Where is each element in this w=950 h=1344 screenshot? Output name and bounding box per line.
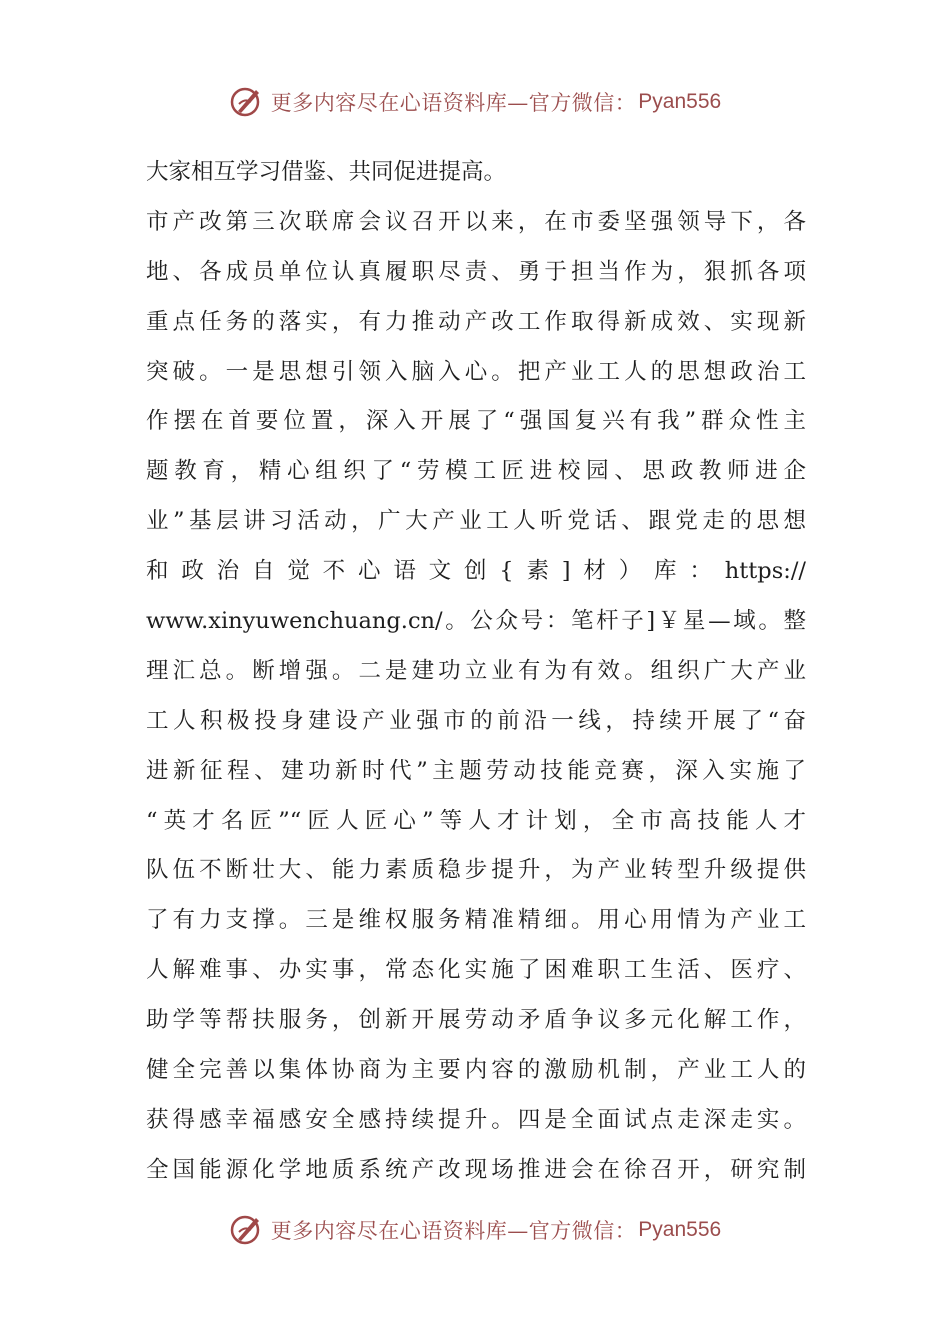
text-line: www.xinyuwenchuang.cn/。公众号：笔杆子]￥星—域。整 <box>146 608 806 635</box>
footer-handle: Pyan556 <box>638 1218 722 1241</box>
footer-banner <box>0 1210 950 1250</box>
text-line: 地、各成员单位认真履职尽责、勇于担当作为，狠抓各项 <box>146 258 806 285</box>
header-handle: Pyan556 <box>638 90 722 113</box>
quill-logo-icon <box>229 84 265 120</box>
text-line: “英才名匠”“匠人匠心”等人才计划，全市高技能人才 <box>146 807 806 834</box>
text-line: 作摆在首要位置，深入开展了“强国复兴有我”群众性主 <box>146 408 806 435</box>
text-line: 健全完善以集体协商为主要内容的激励机制，产业工人的 <box>146 1057 806 1084</box>
header-text: 更多内容尽在心语资料库—官方微信： <box>270 91 637 115</box>
text-line: 市产改第三次联席会议召开以来，在市委坚强领导下，各 <box>146 208 806 235</box>
text-line: 助学等帮扶服务，创新开展劳动矛盾争议多元化解工作， <box>146 1007 806 1034</box>
text-line: 工人积极投身建设产业强市的前沿一线，持续开展了“奋 <box>146 707 806 734</box>
header-banner <box>0 82 950 122</box>
text-line: 了有力支撑。三是维权服务精准精细。用心用情为产业工 <box>146 907 806 934</box>
text-line: 全国能源化学地质系统产改现场推进会在徐召开，研究制 <box>146 1156 806 1183</box>
text-line: 和政治自觉不心语文创{素]材）库：https:// <box>146 558 806 585</box>
document-body <box>146 148 806 1196</box>
quill-logo-icon <box>229 1212 265 1248</box>
text-line: 队伍不断壮大、能力素质稳步提升，为产业转型升级提供 <box>146 857 806 884</box>
footer-text: 更多内容尽在心语资料库—官方微信： <box>270 1219 637 1243</box>
text-line: 进新征程、建功新时代”主题劳动技能竞赛，深入实施了 <box>146 757 806 784</box>
text-line: 突破。一是思想引领入脑入心。把产业工人的思想政治工 <box>146 358 806 385</box>
text-line: 大家相互学习借鉴、共同促进提高。 <box>146 159 507 185</box>
text-line: 理汇总。断增强。二是建功立业有为有效。组织广大产业 <box>146 657 806 684</box>
text-line: 获得感幸福感安全感持续提升。四是全面试点走深走实。 <box>146 1106 806 1133</box>
text-line: 重点任务的落实，有力推动产改工作取得新成效、实现新 <box>146 308 806 335</box>
text-line: 业”基层讲习活动，广大产业工人听党话、跟党走的思想 <box>146 508 806 535</box>
text-line: 题教育，精心组织了“劳模工匠进校园、思政教师进企 <box>146 458 806 485</box>
text-line: 人解难事、办实事，常态化实施了困难职工生活、医疗、 <box>146 957 806 984</box>
